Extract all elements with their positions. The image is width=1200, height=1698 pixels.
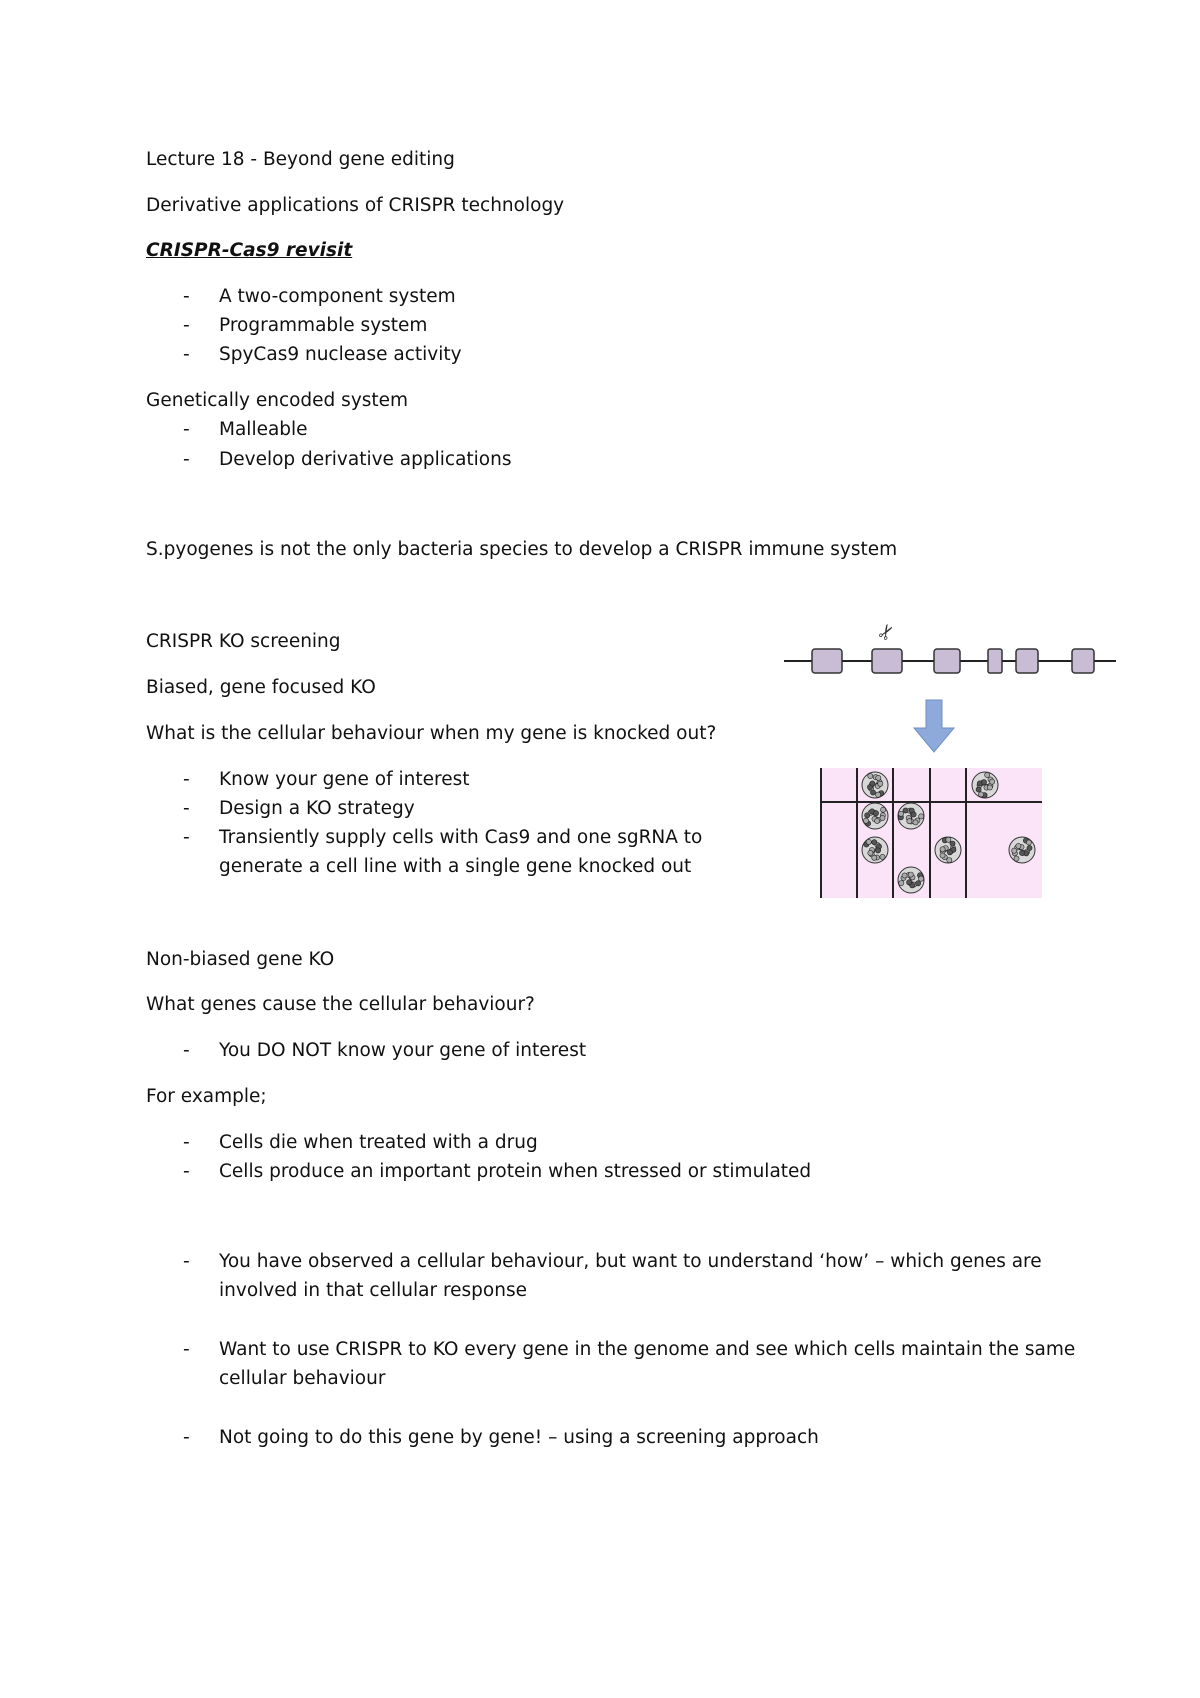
list-item: SpyCas9 nuclease activity (219, 344, 462, 365)
list-item: Cells die when treated with a drug (219, 1132, 538, 1153)
cell-colony (935, 837, 961, 863)
list-item: Not going to do this gene by gene! – using a screening approach (219, 1427, 819, 1448)
list-item: Design a KO strategy (219, 798, 415, 819)
list-item-continuation: involved in that cellular response (219, 1280, 527, 1301)
exon-box (934, 649, 960, 673)
list-item: Want to use CRISPR to KO every gene in the genome and see which cells maintain the same (219, 1339, 1076, 1360)
bullet-dash: - (183, 1427, 190, 1448)
bullet-dash: - (183, 1339, 190, 1360)
species-note: S.pyogenes is not the only bacteria species to develop a CRISPR immune system (146, 539, 898, 560)
gene-diagram (780, 615, 1120, 675)
example-label: For example; (146, 1086, 267, 1107)
cell-colony (862, 803, 888, 829)
list-item: Malleable (219, 419, 308, 440)
cell-plate-grid (820, 768, 1042, 898)
exon-box (988, 649, 1002, 673)
cell-colony (972, 772, 998, 798)
list-item: You have observed a cellular behaviour, but want to understand ‘how’ – which genes are (219, 1251, 1042, 1272)
exon-box (872, 649, 902, 673)
list-item-continuation: cellular behaviour (219, 1368, 386, 1389)
bullet-dash: - (183, 769, 190, 790)
bullet-dash: - (183, 1251, 190, 1272)
exon-box (1016, 649, 1038, 673)
bullet-dash: - (183, 1132, 190, 1153)
bullet-dash: - (183, 344, 190, 365)
ko-question: What is the cellular behaviour when my gene is knocked out? (146, 723, 717, 744)
bullet-dash: - (183, 1161, 190, 1182)
bullet-dash: - (183, 1040, 190, 1061)
bullet-dash: - (183, 449, 190, 470)
page-title: Lecture 18 - Beyond gene editing (146, 149, 455, 170)
section-heading-ko-screening: CRISPR KO screening (146, 631, 341, 652)
list-item-continuation: generate a cell line with a single gene knocked out (219, 856, 692, 877)
cell-colony (1009, 837, 1035, 863)
non-biased-question: What genes cause the cellular behaviour? (146, 994, 535, 1015)
list-item: A two-component system (219, 286, 456, 307)
list-item: Develop derivative applications (219, 449, 512, 470)
biased-ko-label: Biased, gene focused KO (146, 677, 376, 698)
cell-colony (862, 837, 888, 863)
section-heading-non-biased: Non-biased gene KO (146, 949, 335, 970)
section-heading-encoded: Genetically encoded system (146, 390, 409, 411)
list-item: Know your gene of interest (219, 769, 470, 790)
list-item: You DO NOT know your gene of interest (219, 1040, 587, 1061)
cell-colony (898, 803, 924, 829)
bullet-dash: - (183, 827, 190, 848)
bullet-dash: - (183, 419, 190, 440)
list-item: Cells produce an important protein when stressed or stimulated (219, 1161, 812, 1182)
list-item: Programmable system (219, 315, 428, 336)
bullet-dash: - (183, 798, 190, 819)
subtitle: Derivative applications of CRISPR technology (146, 195, 565, 216)
exon-box (1072, 649, 1094, 673)
scissors-icon: ✂ (871, 618, 901, 646)
list-item: Transiently supply cells with Cas9 and one sgRNA to (219, 827, 703, 848)
section-heading-revisit: CRISPR-Cas9 revisit (146, 240, 353, 261)
cell-colony (898, 867, 924, 893)
bullet-dash: - (183, 286, 190, 307)
bullet-dash: - (183, 315, 190, 336)
down-arrow-icon (912, 700, 956, 754)
cell-colony (862, 772, 888, 798)
exon-box (812, 649, 842, 673)
